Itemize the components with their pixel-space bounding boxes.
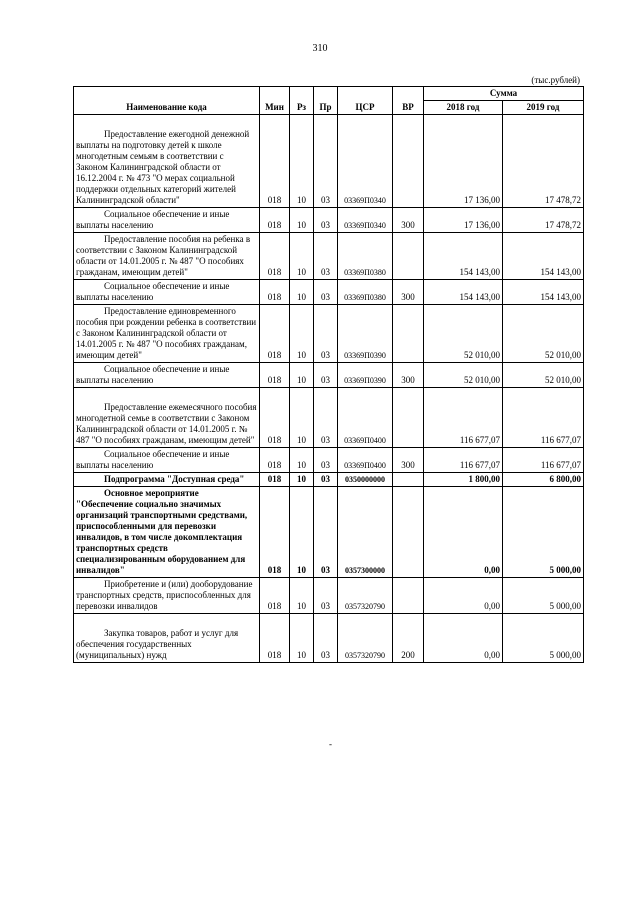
row-2018: 52 010,00 — [424, 363, 503, 388]
row-2018: 154 143,00 — [424, 280, 503, 305]
row-2019: 5 000,00 — [503, 487, 584, 578]
row-rz: 10 — [290, 448, 314, 473]
row-2019: 116 677,07 — [503, 448, 584, 473]
row-rz: 10 — [290, 363, 314, 388]
row-name — [74, 115, 260, 208]
row-pr: 03 — [314, 305, 338, 363]
row-pr: 03 — [314, 233, 338, 280]
header-csr: ЦСР — [338, 87, 393, 115]
row-name-text: Закупка товаров, работ и услуг для обеспечения государственных (муниципальных) нужд — [76, 628, 239, 660]
row-name — [74, 473, 260, 487]
row-min: 018 — [260, 280, 290, 305]
row-name — [74, 233, 260, 280]
row-csr: 0357320790 — [338, 578, 393, 614]
row-csr: 03369П0380 — [338, 233, 393, 280]
row-rz: 10 — [290, 578, 314, 614]
unit-label: (тыс.рублей) — [531, 75, 580, 85]
row-csr: 0357300000 — [338, 487, 393, 578]
row-min: 018 — [260, 473, 290, 487]
table-row — [74, 578, 584, 614]
row-min: 018 — [260, 305, 290, 363]
row-vr — [393, 388, 424, 448]
row-vr — [393, 473, 424, 487]
row-vr: 300 — [393, 448, 424, 473]
row-pr: 03 — [314, 473, 338, 487]
row-csr: 03369П0400 — [338, 388, 393, 448]
row-name-text: Основное мероприятие "Обеспечение социально значимых организаций транспортными средствами, приспособленными для перевозки инвалидов, в том числе докомплектация транспортных средств специализированным оборудованием для инвалидов" — [76, 488, 248, 575]
row-vr — [393, 115, 424, 208]
header-row-top — [74, 87, 584, 101]
row-name — [74, 487, 260, 578]
row-rz: 10 — [290, 614, 314, 663]
row-2019: 6 800,00 — [503, 473, 584, 487]
row-rz: 10 — [290, 115, 314, 208]
row-2019: 5 000,00 — [503, 614, 584, 663]
row-name-text: Социальное обеспечение и иные выплаты населению — [76, 364, 230, 385]
row-csr: 0350000000 — [338, 473, 393, 487]
row-vr: 300 — [393, 280, 424, 305]
row-min: 018 — [260, 363, 290, 388]
table-row — [74, 473, 584, 487]
row-min: 018 — [260, 487, 290, 578]
row-2018: 154 143,00 — [424, 233, 503, 280]
row-2019: 17 478,72 — [503, 208, 584, 233]
row-name-text: Предоставление единовременного пособия при рождении ребенка в соответствии с Законом Калининградской области от 14.01.2005 г. № 487 "О пособиях гражданам, имеющим детей" — [76, 306, 257, 360]
row-2018: 0,00 — [424, 614, 503, 663]
row-pr: 03 — [314, 388, 338, 448]
row-2018: 17 136,00 — [424, 208, 503, 233]
row-2019: 154 143,00 — [503, 233, 584, 280]
header-min: Мин — [260, 87, 290, 115]
table-row — [74, 487, 584, 578]
table-row — [74, 388, 584, 448]
table-row — [74, 115, 584, 208]
row-pr: 03 — [314, 578, 338, 614]
row-2019: 52 010,00 — [503, 363, 584, 388]
row-pr: 03 — [314, 487, 338, 578]
row-pr: 03 — [314, 448, 338, 473]
row-csr: 03369П0400 — [338, 448, 393, 473]
header-vr: ВР — [393, 87, 424, 115]
row-name-text: Социальное обеспечение и иные выплаты населению — [76, 209, 230, 230]
header-pr: Пр — [314, 87, 338, 115]
row-name-text: Предоставление ежемесячного пособия многодетной семье в соответствии с Законом Калининградской области от 14.01.2005 г. № 487 "О пособиях гражданам, имеющим детей" — [76, 402, 257, 445]
row-rz: 10 — [290, 487, 314, 578]
row-vr — [393, 487, 424, 578]
row-2018: 116 677,07 — [424, 388, 503, 448]
row-pr: 03 — [314, 208, 338, 233]
row-2018: 0,00 — [424, 578, 503, 614]
row-name — [74, 363, 260, 388]
row-rz: 10 — [290, 388, 314, 448]
row-pr: 03 — [314, 614, 338, 663]
table-row — [74, 448, 584, 473]
row-min: 018 — [260, 448, 290, 473]
row-vr — [393, 305, 424, 363]
row-2018: 17 136,00 — [424, 115, 503, 208]
budget-table — [73, 86, 584, 663]
row-2018: 1 800,00 — [424, 473, 503, 487]
row-name — [74, 578, 260, 614]
row-2018: 116 677,07 — [424, 448, 503, 473]
row-name — [74, 280, 260, 305]
table-row — [74, 233, 584, 280]
table-row — [74, 208, 584, 233]
stray-mark: - — [329, 739, 332, 749]
row-csr: 0357320790 — [338, 614, 393, 663]
row-name-text: Предоставление ежегодной денежной выплаты на подготовку детей к школе многодетным семьям в соответствии с Законом Калининградской области от 16.12.2004 г. № 473 "О мерах социальной поддержки отдельных категорий жителей Калининградской области" — [76, 129, 250, 205]
row-csr: 03369П0340 — [338, 115, 393, 208]
row-vr: 200 — [393, 614, 424, 663]
row-vr — [393, 578, 424, 614]
row-name-text: Приобретение и (или) дооборудование транспортных средств, приспособленных для перевозки инвалидов — [76, 579, 253, 611]
row-min: 018 — [260, 208, 290, 233]
header-2019: 2019 год — [503, 101, 584, 115]
row-csr: 03369П0390 — [338, 363, 393, 388]
row-min: 018 — [260, 614, 290, 663]
row-2019: 5 000,00 — [503, 578, 584, 614]
header-name: Наименование кода — [74, 87, 260, 115]
table-row — [74, 614, 584, 663]
table-row — [74, 305, 584, 363]
row-pr: 03 — [314, 280, 338, 305]
row-csr: 03369П0380 — [338, 280, 393, 305]
row-rz: 10 — [290, 208, 314, 233]
row-2019: 116 677,07 — [503, 388, 584, 448]
header-rz: Рз — [290, 87, 314, 115]
row-name — [74, 614, 260, 663]
row-2019: 154 143,00 — [503, 280, 584, 305]
row-name-text: Социальное обеспечение и иные выплаты населению — [76, 281, 230, 302]
row-min: 018 — [260, 115, 290, 208]
row-2019: 17 478,72 — [503, 115, 584, 208]
row-name — [74, 305, 260, 363]
row-2018: 52 010,00 — [424, 305, 503, 363]
row-name-text: Социальное обеспечение и иные выплаты населению — [76, 449, 230, 470]
row-pr: 03 — [314, 115, 338, 208]
row-rz: 10 — [290, 473, 314, 487]
row-csr: 03369П0390 — [338, 305, 393, 363]
row-min: 018 — [260, 233, 290, 280]
row-2018: 0,00 — [424, 487, 503, 578]
row-rz: 10 — [290, 305, 314, 363]
row-min: 018 — [260, 578, 290, 614]
row-name — [74, 388, 260, 448]
table-row — [74, 280, 584, 305]
row-name — [74, 448, 260, 473]
row-name-text: Подпрограмма "Доступная среда" — [104, 474, 245, 484]
row-pr: 03 — [314, 363, 338, 388]
header-2018: 2018 год — [424, 101, 503, 115]
row-2019: 52 010,00 — [503, 305, 584, 363]
row-rz: 10 — [290, 280, 314, 305]
row-vr: 300 — [393, 208, 424, 233]
table-row — [74, 363, 584, 388]
row-name-text: Предоставление пособия на ребенка в соответствии с Законом Калининградской области от 14.01.2005 г. № 487 "О пособиях гражданам, имеющим детей" — [76, 234, 251, 277]
header-sum: Сумма — [424, 87, 584, 101]
page-number: 310 — [312, 43, 328, 54]
row-name — [74, 208, 260, 233]
row-csr: 03369П0340 — [338, 208, 393, 233]
row-min: 018 — [260, 388, 290, 448]
row-vr: 300 — [393, 363, 424, 388]
row-rz: 10 — [290, 233, 314, 280]
row-vr — [393, 233, 424, 280]
